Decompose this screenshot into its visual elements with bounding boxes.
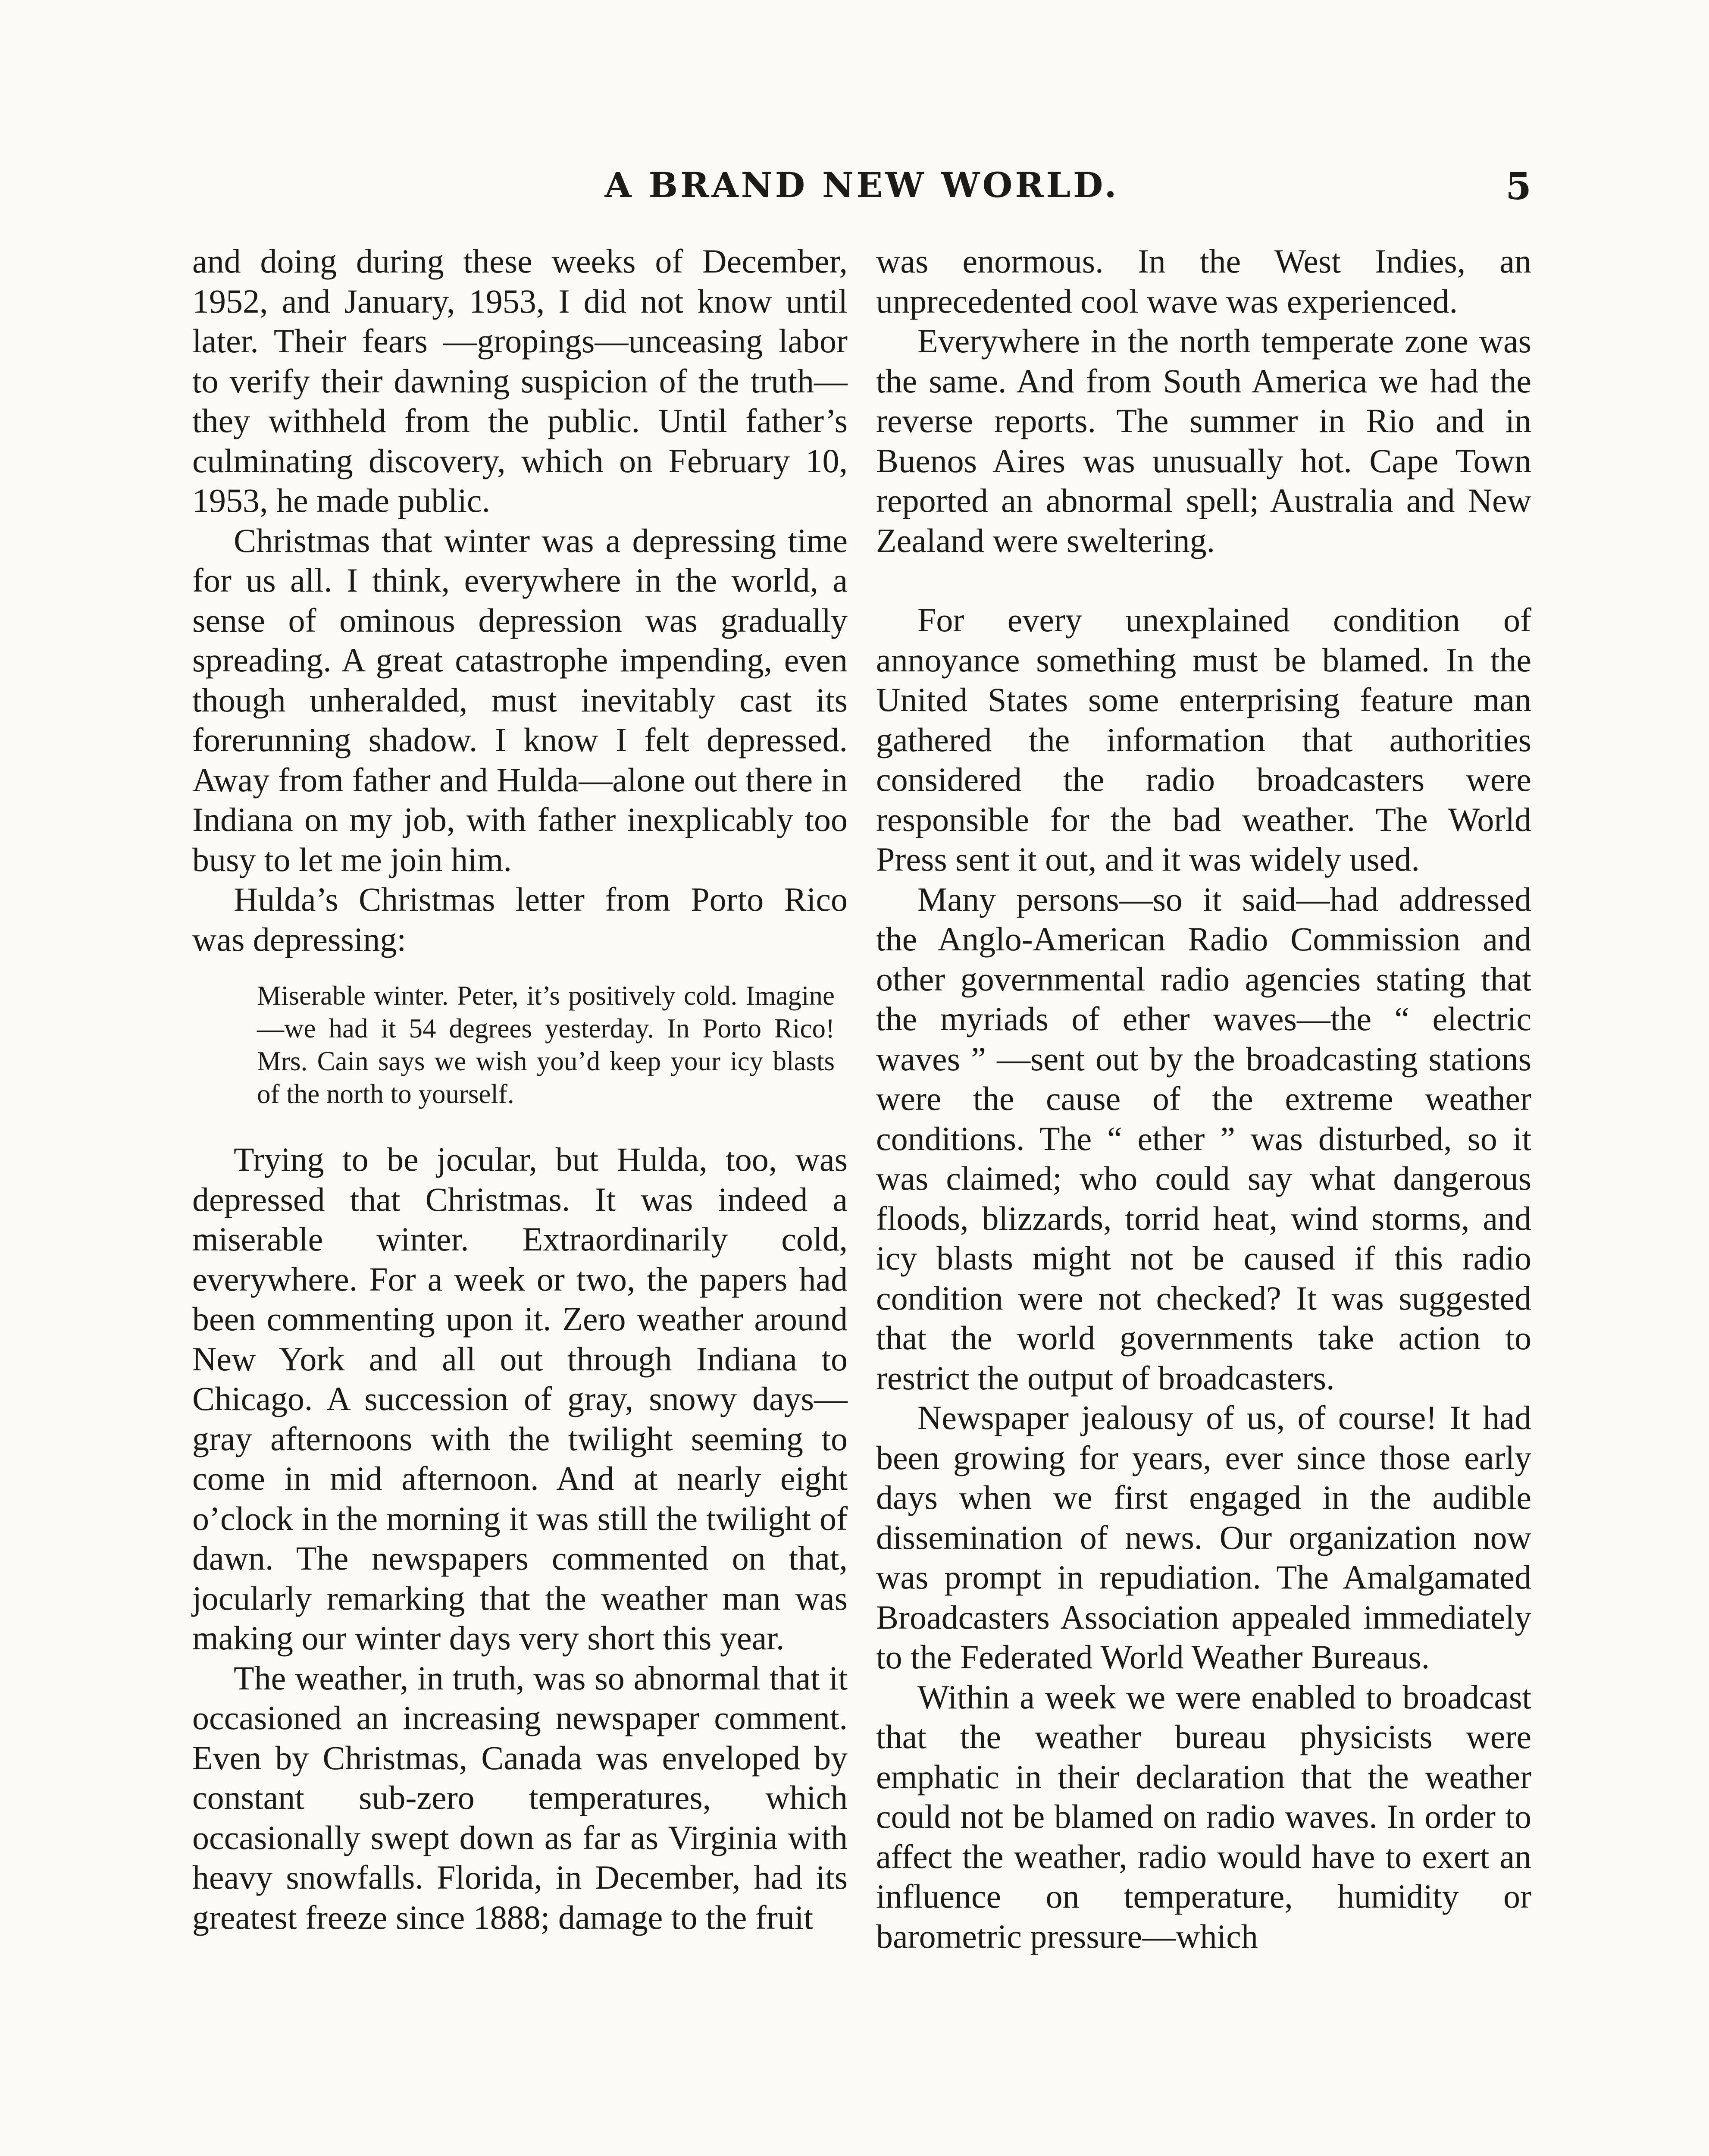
page-header	[192, 165, 1531, 221]
letter-quote-text: Miserable winter. Peter, it’s positively cold. Imagine—we had it 54 degrees yesterday. In Porto Rico! Mrs. Cain says we wish you’d keep your icy blasts of the north to yourself.	[257, 981, 835, 1109]
paragraph: Christmas that winter was a depressing time for us all. I think, everywhere in the world, a sense of ominous depression was gradually spreading. A great catastrophe impending, even though unheralded, must inevitably cast its forerunning shadow. I know I felt depressed. Away from father and Hulda—alone out there in Indiana on my job, with father inexplicably too busy to let me join him.	[192, 521, 848, 878]
running-title: A BRAND NEW WORLD.	[604, 165, 1119, 205]
paragraph: and doing during these weeks of December, 1952, and January, 1953, I did not know until later. Their fears —gropings—unceasing labor to verify their dawning suspicion of the truth— they withheld from the public. Until father’s culminating discovery, which on February 10, 1953, he made public.	[192, 242, 848, 519]
paragraph: was enormous. In the West Indies, an unprecedented cool wave was experienced.	[876, 242, 1531, 320]
letter-quote	[192, 979, 848, 1110]
paragraph: Trying to be jocular, but Hulda, too, was depressed that Christmas. It was indeed a miserable winter. Extraordinarily cold, everywhere. For a week or two, the papers had been commenting upon it. Zero weather around New York and all out through Indiana to Chicago. A succession of gray, snowy days—gray afternoons with the twilight seeming to come in mid afternoon. And at nearly eight o’clock in the morning it was still the twilight of dawn. The newspapers commented on that, jocularly remarking that the weather man was making our winter days very short this year.	[192, 1141, 848, 1657]
paragraph: Newspaper jealousy of us, of course! It had been growing for years, ever since those early days when we first engaged in the audible dissemination of news. Our organization now was prompt in repudiation. The Amalgamated Broadcasters Association appealed immediately to the Federated World Weather Bureaus.	[876, 1399, 1531, 1676]
page-number: 5	[1506, 165, 1531, 208]
left-column	[192, 241, 848, 1937]
paragraph: The weather, in truth, was so abnormal that it occasioned an increasing newspaper comment. Even by Christmas, Canada was enveloped by constant sub-zero temperatures, which occasionally swept down as far as Virginia with heavy snowfalls. Florida, in December, had its greatest freeze since 1888; damage to the fruit	[192, 1659, 848, 1936]
paragraph: Many persons—so it said—had addressed the Anglo-American Radio Commission and other governmental radio agencies stating that the myriads of ether waves—the “ electric waves ” —sent out by the broadcasting stations were the cause of the extreme weather conditions. The “ ether ” was disturbed, so it was claimed; who could say what dangerous floods, blizzards, torrid heat, wind storms, and icy blasts might not be caused if this radio condition were not checked? It was suggested that the world governments take action to restrict the output of broadcasters.	[876, 880, 1531, 1397]
paragraph: Everywhere in the north temperate zone was the same. And from South America we had the reverse reports. The summer in Rio and in Buenos Aires was unusually hot. Cape Town reported an abnormal spell; Australia and New Zealand were sweltering.	[876, 322, 1531, 559]
paragraph: For every unexplained condition of annoyance something must be blamed. In the United States some enterprising feature man gathered the information that authorities considered the radio broadcasters were responsible for the bad weather. The World Press sent it out, and it was widely used.	[876, 601, 1531, 878]
paragraph: Hulda’s Christmas letter from Porto Rico was depressing:	[192, 881, 848, 958]
paragraph: Within a week we were enabled to broadcast that the weather bureau physicists were emphatic in their declaration that the weather could not be blamed on radio waves. In order to affect the weather, radio would have to exert an influence on temperature, humidity or barometric pressure—which	[876, 1678, 1531, 1955]
right-column	[876, 241, 1531, 1956]
